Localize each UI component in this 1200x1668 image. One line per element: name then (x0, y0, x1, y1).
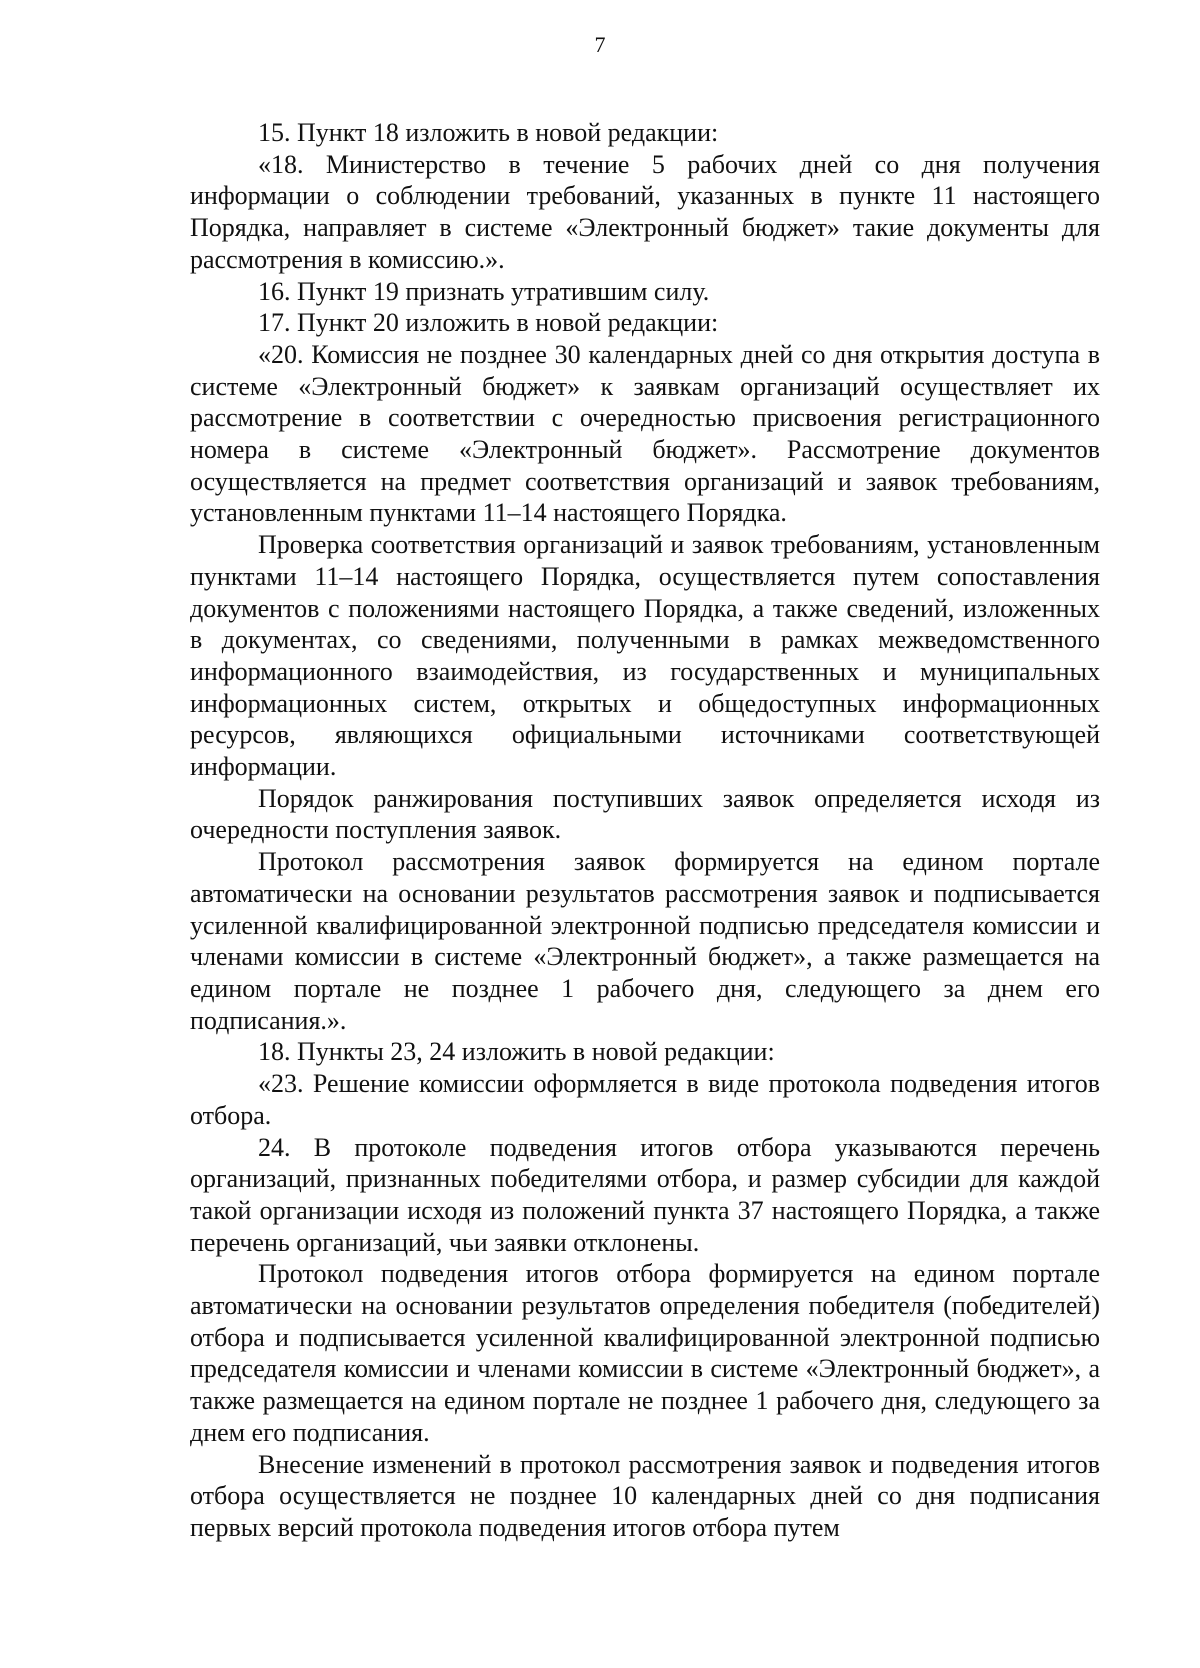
paragraph-item-18: 18. Пункты 23, 24 изложить в новой редакции: (258, 1037, 775, 1067)
paragraph-item-17: 17. Пункт 20 изложить в новой редакции: (258, 308, 719, 338)
document-body (190, 117, 1100, 1544)
paragraph-item-15: 15. Пункт 18 изложить в новой редакции: (258, 118, 719, 147)
paragraph-clause-20: «20. Комиссия не позднее 30 календарных дней со дня открытия доступа в системе «Электронный бюджет» к заявкам организаций осуществляет их рассмотрение в соответствии с очередностью присвоения регистрационного номера в системе «Электронный бюджет». Рассмотрение документов осуществляется на предмет соответствия организаций и заявок требованиям, установленным пунктами 11–14 настоящего Порядка. (190, 339, 1100, 528)
paragraph-verification: Проверка соответствия организаций и заявок требованиям, установленным пунктами 11–14 настоящего Порядка, осуществляется путем сопоставления документов с положениями настоящего Порядка, а также сведений, изложенных в документах, со сведениями, полученными в рамках межведомственного информационного взаимодействия, из государственных и муниципальных информационных систем, открытых и общедоступных информационных ресурсов, являющихся официальными источниками соответствующей информации. (190, 530, 1100, 782)
paragraph-ranking: Порядок ранжирования поступивших заявок определяется исходя из очередности поступления заявок. (190, 783, 1100, 845)
paragraph-clause-24: 24. В протоколе подведения итогов отбора указываются перечень организаций, признанных победителями отбора, и размер субсидии для каждой такой организации исходя из положений пункта 37 настоящего Порядка, а также перечень организаций, чьи заявки отклонены. (190, 1132, 1100, 1257)
paragraph-item-16: 16. Пункт 19 признать утратившим силу. (258, 276, 710, 306)
paragraph-clause-18: «18. Министерство в течение 5 рабочих дней со дня получения информации о соблюдении требований, указанных в пункте 11 настоящего Порядка, направляет в системе «Электронный бюджет» такие документы для рассмотрения в комиссию.». (190, 149, 1100, 274)
paragraph-review-protocol: Протокол рассмотрения заявок формируется на едином портале автоматически на основании результатов рассмотрения заявок и подписывается усиленной квалифицированной электронной подписью председателя комиссии и членами комиссии в системе «Электронный бюджет», а также размещается на едином портале не позднее 1 рабочего дня, следующего за днем его подписания.». (190, 847, 1100, 1035)
paragraph-clause-23: «23. Решение комиссии оформляется в виде протокола подведения итогов отбора. (190, 1069, 1100, 1130)
paragraph-amendments: Внесение изменений в протокол рассмотрения заявок и подведения итогов отбора осуществляется не позднее 10 календарных дней со дня подписания первых версий протокола подведения итогов отбора путем (190, 1449, 1100, 1542)
paragraph-results-protocol: Протокол подведения итогов отбора формируется на едином портале автоматически на основании результатов определения победителя (победителей) отбора и подписывается усиленной квалифицированной электронной подписью председателя комиссии и членами комиссии в системе «Электронный бюджет», а также размещается на едином портале не позднее 1 рабочего дня, следующего за днем его подписания. (190, 1259, 1100, 1447)
page-number: 7 (594, 32, 606, 57)
